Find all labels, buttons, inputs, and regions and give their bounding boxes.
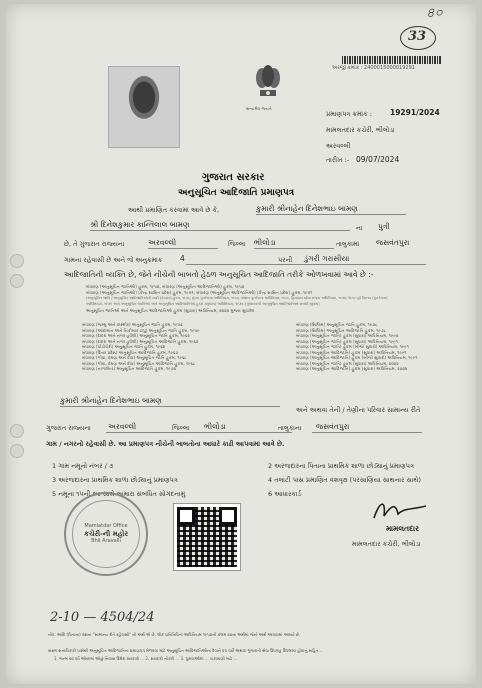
order-item: બંધારણ (દાદરા અને નગર હવેલી) અનુસૂચિત જાતિ હુકમ, ૧૯૬૨ [82, 333, 190, 338]
footer-note: નોંધ: આદિ (પિતાના) વંશ‍ના "સામાન્ય રીતે રહેવાસી" નો અર્થ એ છે, લોક પ્રતિનિધિત્વ અધિનિયમ ૧૯૫૦ની કલમ ૨૦ના અર્થમાં જેનો અર્થ આપવામાં આવ્યો છે. [48, 632, 301, 637]
village-underline-2 [312, 432, 422, 433]
order-item: બંધારણ (આંદામાન અને નિકોબાર ટાપુ) અનુસૂચિત જાતિ હુકમ, ૧૯૫૯ [82, 327, 200, 333]
orders-left-list [82, 322, 252, 372]
caste-underline [186, 264, 426, 265]
page-number: 33 [408, 29, 427, 44]
basis-text: ગામ / નગરનો રહેવાસી છે. આ પ્રમાણપત્ર નીચેની બાબતોના આધારે કાઢી આપવામાં આવે છે. [46, 440, 285, 448]
date-label: તારીખ :- [326, 156, 350, 164]
certificate-title: અનુસૂચિત આદિજાતિ પ્રમાણપત્ર [178, 188, 295, 198]
office-stamp [64, 492, 148, 576]
emblem-caption: સત્યમેવ જયતે [246, 106, 272, 111]
office-name: મામલતદાર કચેરી, ભીલોડા [326, 126, 395, 134]
name-repeat: કુમારી શ્રીનાહેન દિનેશભાઇ બામણ [60, 396, 162, 405]
stamp-top-text: Mamlatdar Office [84, 523, 128, 529]
verification-qr-code [174, 504, 240, 570]
order-item: બંધારણ (ગોવા, દમણ અને દીવ) અનુસૂચિત આદિજાતિ હુકમ, ૧૯૬૮ [82, 360, 196, 366]
district-value: અરવલ્લી [148, 238, 177, 247]
issue-date: 09/07/2024 [356, 155, 400, 164]
taluka-label: તાલુકામાં [336, 240, 360, 248]
order-item: બંધારણ (ઉત્તર પ્રદેશ) અનુસૂચિત આદિજાતિ હુકમ, ૧૯૬૭ [82, 349, 179, 355]
name-underline [256, 214, 406, 215]
caste-label: પરની [278, 256, 293, 264]
village-label: ગામના રહેવાસી છે અને જે અનુક્રમાંક [64, 256, 163, 264]
basis-item: 3 અરજદારના પ્રાથમિક શાળા છોડ્યાનું પ્રમાણપત્ર [52, 476, 178, 484]
order-item: બંધારણ (અનુસૂચિત જાતિ) હુકમ (સુધારા) અધિનિયમ, ૧૯૯૧ [296, 338, 398, 344]
taluka-value: ભીલોડા [254, 238, 276, 247]
applicant-name: કુમારી શ્રીનાહેન દિનેશભાઇ બામણ [256, 204, 358, 213]
state-text: છે, તે ગુજરાત રાજ્યના [64, 240, 125, 248]
certificate-page [6, 4, 476, 684]
fine-print-4: અધિનિયમ, ૧૯૭૧ અને અનુસૂચિત જાતિઓ અને અનુસૂચિત આદિજાતિઓ હુકમ (સુધારા) અધિનિયમ, ૧૯૭૬ (ગુજરાતની અનુસૂચિત આદિજાતિઓ સંબંધી સુધારા) [86, 302, 320, 306]
family-text: અને અથવા તેની / તેણીના પરિવાર સામાન્ય રીતે [296, 406, 421, 414]
basis-item: 4 તલાટી પાસ પ્રમાણિત વંશવૃક્ષ (પરસાણિયા સાથનાર સાથે) [268, 476, 421, 484]
punch-hole [10, 274, 24, 288]
order-item: બંધારણ (નાગાલેન્ડ) અનુસૂચિત આદિજાતિ હુકમ, ૧૯૭૦ [82, 366, 177, 371]
stamp-middle-text: કચેરી-ની મહોર [83, 529, 128, 538]
na-label: ના [356, 224, 363, 232]
order-item: બંધારણ (સિક્કિમ) અનુસૂચિત જાતિ હુકમ, ૧૯૭૮ [296, 322, 378, 327]
order-item: બંધારણ (અનુસૂચિત આદિજાતિ) હુકમ (સુધારા) અધિનિયમ, ૨૦૦૨ [296, 366, 408, 371]
district-value-2: અરવલ્લી [108, 422, 137, 431]
order-item: બંધારણ (જમ્મુ અને કાશ્મીર) અનુસૂચિત જાતિ હુકમ, ૧૯૫૬ [82, 322, 183, 327]
tribe-line: આદિજાતિની વ્યક્તિ છે, જેને નીચેની બાબતો હેઠળ અનુસૂચિત આદિજાતિ તરીકે ઓળખવામાં આવે છે :- [64, 270, 374, 279]
application-number: અરજી ક્રમાંક : 2400015000019291 [332, 65, 415, 71]
corner-number: ৪০ [426, 6, 443, 21]
caste-value: ડુંગરી ગરાસીયા [304, 254, 350, 263]
serial-number: 4 [180, 254, 185, 263]
relation: પુત્રી [378, 222, 390, 231]
village-value-2: જસવંતપુરા [316, 422, 350, 431]
basis-item: 2 અરજદારના પિતાના પ્રાથમિક શાળા છોડ્યાનું પ્રમાણપત્ર [268, 462, 414, 470]
village-value: જસવંતપુરા [376, 238, 410, 247]
jilla-label-2: જિલ્લા [172, 424, 190, 432]
applicant-photo [108, 66, 180, 148]
basis-item: 1 ગામ નમૂનો નંબર / ૭ [52, 462, 114, 470]
basis-item: 5 નમૂના ૧૫ની આ સાથે અમારા સંબંધિત સોગંદનામું [52, 490, 186, 498]
national-emblem-icon [250, 60, 286, 108]
punch-hole [10, 254, 24, 268]
punch-hole [10, 444, 24, 458]
taluka-value-2: ભીલોડા [204, 422, 226, 431]
certify-text: આથી પ્રમાણિત કરવામાં આવે છે કે, [128, 206, 220, 214]
district-underline-2 [106, 432, 206, 433]
order-item: બંધારણ (સિક્કિમ) અનુસૂચિત આદિજાતિ હુકમ, ૧૯૭૮ [296, 327, 387, 333]
footer-note-2: સક્ષમ સત્તાધિકારી પાસેથી અનુસૂચિત આદિજાતિના પ્રમાણપત્ર મેળવવા માટે અનુસૂચિત આદિજાતિઓના દેવાને ૨૫ વર્ષો અથવા ગુજરાતી સેવા ઉપગ્રહ ઉપલબ્ધ હોવાનું સહિત... [48, 648, 323, 653]
order-item: બંધારણ (અનુસૂચિત આદિજાતિ) હુકમ (સુધારા) અધિનિયમ, ૧૯૯૧ [296, 349, 407, 355]
order-item: બંધારણ (ગોવા, દમણ અને દીવ) અનુસૂચિત જાતિ હુકમ, ૧૯૬૮ [82, 355, 187, 360]
fine-print-2: બંધારણ (અનુસૂચિત જાતિઓ) (કેન્દ્ર શાસિત પ્રદેશ) હુકમ, ૧૯૫૧, બંધારણ (અનુસૂચિત આદિજાતિઓ) (કેન્દ્ર શાસિત પ્રદેશ) હુકમ, ૧૯૫૧ [86, 290, 313, 295]
taluka-label-2: તાલુકાના [278, 424, 302, 432]
district-underline [148, 248, 218, 249]
punch-hole [10, 424, 24, 438]
taluka-underline [254, 248, 334, 249]
order-item: બંધારણ (અનુસૂચિત જાતિ) હુકમ (બીજો સુધારો) અધિનિયમ, ૧૯૯૧ [296, 344, 409, 349]
fine-print-5: અનુસૂચિત જાતિઓ અને અનુસૂચિત આદિજાતિઓ હુકમ (સુધારા) અધિનિયમ, ૨૦૦૨ મુજબ સુધારેલ [86, 308, 255, 313]
handwritten-reference: 2-10 — 4504/24 [50, 610, 155, 625]
order-item: બંધારણ (અનુસૂચિત જાતિ) હુકમ (સુધારા) અધિનિયમ, ૧૯૯૦ [296, 333, 399, 338]
father-name: શ્રી દિનેશકુમાર કાન્તિલાલ બામણ [90, 220, 190, 229]
district-name: અરવલ્લી [326, 142, 351, 150]
cert-number: 19291/2024 [390, 108, 440, 117]
father-underline [90, 230, 350, 231]
signature-icon [370, 498, 430, 526]
government-title: ગુજરાત સરકાર [202, 172, 265, 183]
signature-office: મામલતદાર કચેરી, ભીલોડા [352, 540, 421, 548]
fine-print-1: બંધારણ (અનુસૂચિત જાતિઓ) હુકમ, ૧૯૫૦, બંધારણ (અનુસૂચિત આદિજાતિઓ) હુકમ, ૧૯૫૦ [86, 284, 245, 289]
order-item: બંધારણ (પોંડીચેરી) અનુસૂચિત જાતિ હુકમ, ૧૯૬૪ [82, 344, 166, 349]
order-item: બંધારણ (અનુસૂચિત જાતિ) હુકમ (સુધારા) અધિનિયમ, ૨૦૦૨ [296, 360, 399, 366]
stamp-bottom-text: Bhil Aravalli [91, 537, 121, 544]
state-label-2: ગુજરાત રાજ્યના [46, 424, 91, 432]
footer-note-3: 1. જન્મ ૨૦ વર્ષ ઓછામાં ઓછું નિવાસ ઉમેરા સરકારી ... 2. સરકારી નોકરી ... 3. પુરાવાઓમાં ... ચકાસણી માટે ... [54, 656, 238, 661]
order-item: બંધારણ (દાદરા અને નગર હવેલી) અનુસૂચિત આદિજાતિ હુકમ, ૧૯૬૨ [82, 338, 199, 344]
cert-number-label: પ્રમાણપત્ર ક્રમાંક : [326, 110, 372, 118]
signature-title: મામલતદાર [386, 524, 419, 533]
fine-print-3: (અનુસૂચિત જાતિ / અનુસૂચિત આદિજાતિઓની યાદી (ફેરફાર) હુકમ, ૧૯૫૬, મુંબઇ પુનર્રચના અધિનિયમ, ૧૯૬૦, પંજાબ પુનર્રચના અધિનિયમ, ૧૯૬૬, હિમાચલ પ્રદેશ રાજ્ય અધિનિયમ, ૧૯૭૦, ઉત્તર-પૂર્વ વિસ્તાર (પુનર્રચના) [86, 296, 388, 300]
application-barcode [342, 56, 442, 64]
orders-right-list [296, 322, 466, 372]
name-repeat-underline [60, 406, 280, 407]
jilla-label: જિલ્લા [228, 240, 246, 248]
order-item: બંધારણ (અનુસૂચિત આદિજાતિ) હુકમ (બીજો સુધારો) અધિનિયમ, ૧૯૯૧ [296, 355, 418, 360]
basis-item: 6 આધારકાર્ડ [268, 490, 302, 498]
